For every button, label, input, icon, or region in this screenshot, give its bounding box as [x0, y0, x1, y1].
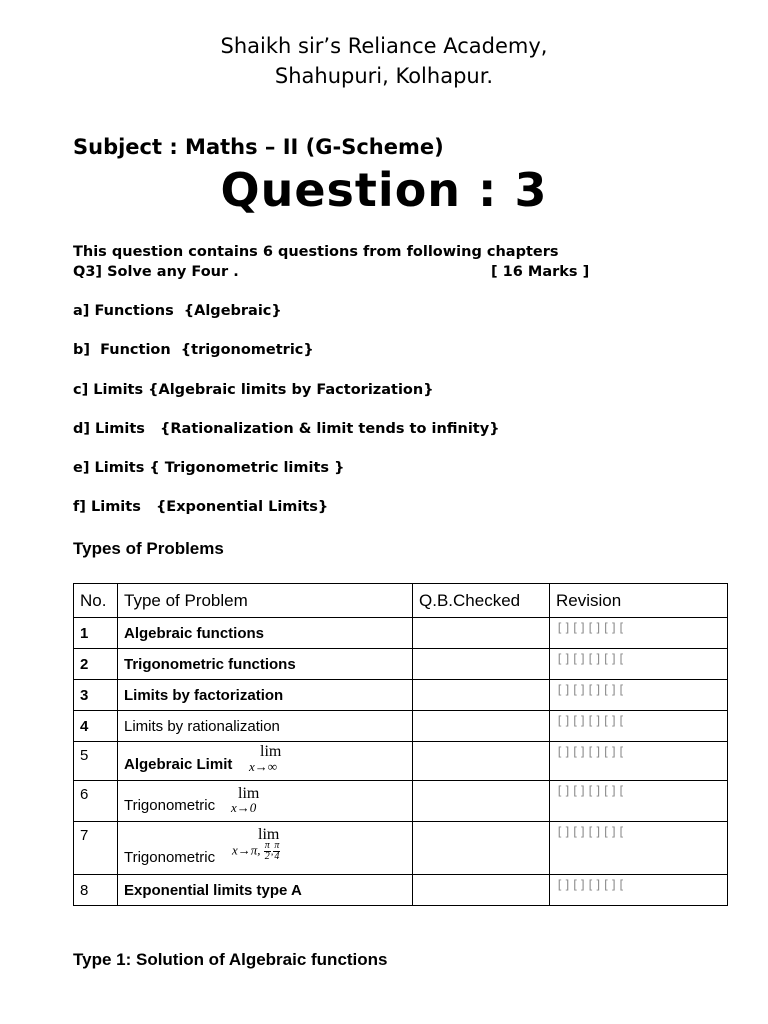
table-row — [74, 875, 728, 906]
qb-checked-cell[interactable] — [413, 649, 550, 680]
row-number: 8 — [74, 875, 118, 906]
chapter-item-c: c] Limits {Algebraic limits by Factorization} — [73, 382, 434, 398]
academy-name: Shaikh sir’s Reliance Academy, — [220, 34, 548, 58]
row-type: Limits by factorization — [118, 680, 413, 711]
row-number: 1 — [74, 618, 118, 649]
table-row — [74, 711, 728, 742]
header-type: Type of Problem — [118, 584, 413, 618]
chapter-item-f: f] Limits {Exponential Limits} — [73, 499, 329, 515]
table-row — [74, 822, 728, 875]
revision-marks: [][][][][ — [556, 714, 626, 728]
row-type: Algebraic Limit — [124, 756, 233, 773]
qb-checked-cell[interactable] — [413, 822, 550, 875]
table-header-row — [74, 584, 728, 618]
limit-operator: lim — [258, 826, 280, 843]
qb-checked-cell[interactable] — [413, 711, 550, 742]
row-number: 6 — [74, 781, 118, 822]
revision-cell[interactable] — [550, 742, 728, 781]
type1-heading: Type 1: Solution of Algebraic functions — [73, 950, 388, 969]
pi-over-4-fraction: $\frac{\pi}{4}$ — [274, 840, 280, 862]
revision-marks: [][][][][ — [556, 621, 626, 635]
qb-checked-cell[interactable] — [413, 875, 550, 906]
revision-marks: [][][][][ — [556, 825, 626, 839]
revision-cell[interactable] — [550, 680, 728, 711]
question-title: Question : 3 — [220, 163, 548, 217]
row-type-cell — [118, 822, 413, 875]
marks-label: [ 16 Marks ] — [491, 264, 590, 280]
table-row — [74, 680, 728, 711]
instruction-text: Q3] Solve any Four . — [73, 264, 239, 280]
table-row — [74, 649, 728, 680]
row-type-cell — [118, 781, 413, 822]
limit-subscript: x→∞ — [249, 759, 278, 774]
row-number: 5 — [74, 742, 118, 781]
revision-marks: [][][][][ — [556, 683, 626, 697]
problems-table — [73, 583, 728, 906]
pi-over-2-fraction: $\frac{\pi}{2}$ — [264, 840, 270, 862]
revision-marks: [][][][][ — [556, 878, 626, 892]
limit-subscript: x→π, $\frac{\pi}{2}$ , $\frac{\pi}{4}$ — [232, 840, 280, 862]
header-no: No. — [74, 584, 118, 618]
row-type: Exponential limits type A — [118, 875, 413, 906]
intro-text: This question contains 6 questions from following chapters — [73, 244, 559, 260]
qb-checked-cell[interactable] — [413, 680, 550, 711]
header-revision: Revision — [550, 584, 728, 618]
table-row — [74, 781, 728, 822]
chapter-item-e: e] Limits { Trigonometric limits } — [73, 460, 345, 476]
chapter-item-d: d] Limits {Rationalization & limit tends to infinity} — [73, 421, 500, 437]
qb-checked-cell[interactable] — [413, 618, 550, 649]
limit-subscript: x→0 — [231, 800, 257, 815]
header-qb-checked: Q.B.Checked — [413, 584, 550, 618]
revision-marks: [][][][][ — [556, 652, 626, 666]
row-number: 2 — [74, 649, 118, 680]
revision-marks: [][][][][ — [556, 784, 626, 798]
limit-approach: x→π, — [232, 842, 261, 858]
row-type-cell — [118, 742, 413, 781]
limit-operator: lim — [260, 743, 282, 760]
revision-cell[interactable] — [550, 822, 728, 875]
row-number: 7 — [74, 822, 118, 875]
limit-operator: lim — [238, 785, 260, 802]
academy-location: Shahupuri, Kolhapur. — [274, 64, 494, 88]
qb-checked-cell[interactable] — [413, 781, 550, 822]
revision-cell[interactable] — [550, 875, 728, 906]
row-type: Trigonometric — [124, 797, 216, 814]
revision-cell[interactable] — [550, 711, 728, 742]
row-number: 3 — [74, 680, 118, 711]
row-type: Limits by rationalization — [118, 711, 413, 742]
chapter-item-a: a] Functions {Algebraic} — [73, 303, 282, 319]
table-row — [74, 742, 728, 781]
revision-cell[interactable] — [550, 649, 728, 680]
revision-cell[interactable] — [550, 781, 728, 822]
revision-marks: [][][][][ — [556, 745, 626, 759]
row-type: Trigonometric functions — [118, 649, 413, 680]
qb-checked-cell[interactable] — [413, 742, 550, 781]
chapter-item-b: b] Function {trigonometric} — [73, 342, 314, 358]
table-row — [74, 618, 728, 649]
row-type: Trigonometric — [124, 849, 216, 866]
revision-cell[interactable] — [550, 618, 728, 649]
types-heading: Types of Problems — [73, 539, 224, 558]
subject-line: Subject : Maths – II (G-Scheme) — [73, 135, 444, 159]
row-number: 4 — [74, 711, 118, 742]
row-type: Algebraic functions — [118, 618, 413, 649]
